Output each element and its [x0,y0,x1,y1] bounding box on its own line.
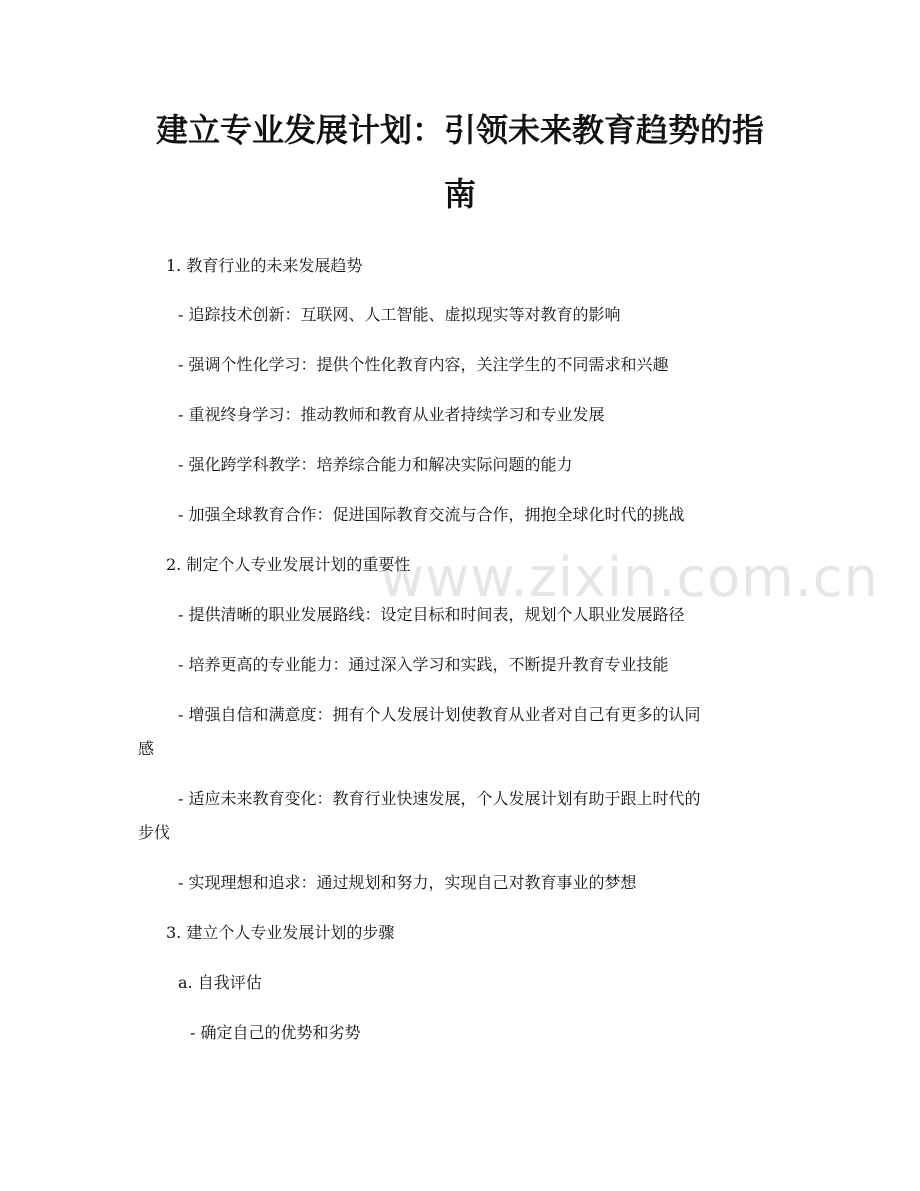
list-item: - 实现理想和追求：通过规划和努力，实现自己对教育事业的梦想 [178,873,637,892]
list-item: - 强化跨学科教学：培养综合能力和解决实际问题的能力 [178,455,573,474]
watermark: www.zixin.com.cn [380,546,879,609]
document-title-line-2: 南 [443,175,476,213]
subsection-heading: a. 自我评估 [178,973,262,992]
list-item: - 追踪技术创新：互联网、人工智能、虚拟现实等对教育的影响 [178,305,621,324]
section-heading-2: 2. 制定个人专业发展计划的重要性 [166,555,411,574]
list-item: - 确定自己的优势和劣势 [190,1023,361,1042]
list-item-continuation: 感 [138,739,155,758]
list-item: - 加强全球教育合作：促进国际教育交流与合作，拥抱全球化时代的挑战 [178,505,685,524]
document-title-line-1: 建立专业发展计划：引领未来教育趋势的指 [155,111,764,149]
list-item: - 强调个性化学习：提供个性化教育内容，关注学生的不同需求和兴趣 [178,355,669,374]
list-item: - 增强自信和满意度：拥有个人发展计划使教育从业者对自己有更多的认同 [178,705,701,724]
list-item: - 提供清晰的职业发展路线：设定目标和时间表，规划个人职业发展路径 [178,605,685,624]
list-item: - 重视终身学习：推动教师和教育从业者持续学习和专业发展 [178,405,605,424]
list-item-continuation: 步伐 [138,823,171,842]
list-item: - 适应未来教育变化：教育行业快速发展，个人发展计划有助于跟上时代的 [178,789,701,808]
section-heading-1: 1. 教育行业的未来发展趋势 [166,256,363,275]
section-heading-3: 3. 建立个人专业发展计划的步骤 [166,923,395,942]
list-item: - 培养更高的专业能力：通过深入学习和实践，不断提升教育专业技能 [178,655,669,674]
